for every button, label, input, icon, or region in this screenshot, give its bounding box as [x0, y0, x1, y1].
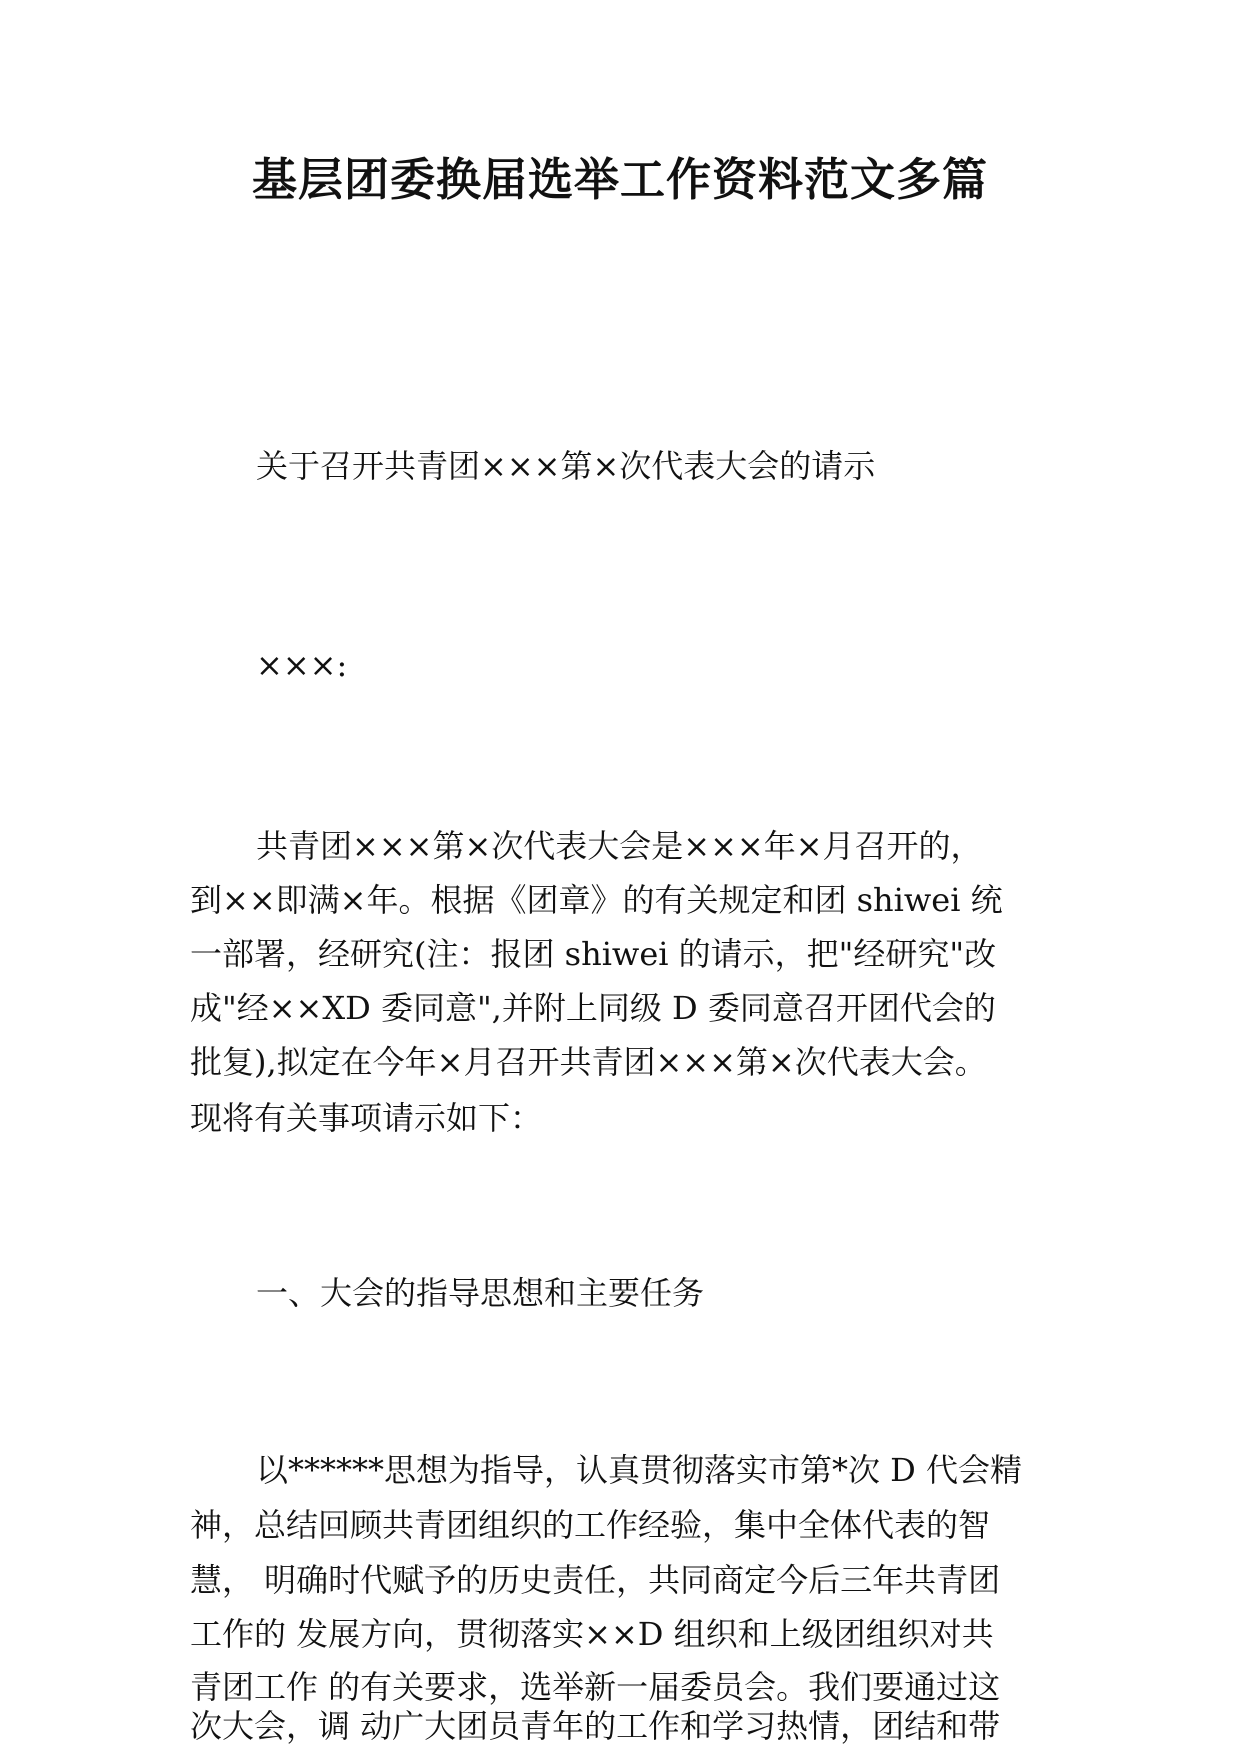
paragraph-line: 到××即满×年。根据《团章》的有关规定和团 shiwei 统 [190, 881, 1003, 919]
paragraph-line: 以******思想为指导，认真贯彻落实市第*次 D 代会精 [256, 1451, 1023, 1489]
paragraph-line: 次大会，调 动广大团员青年的工作和学习热情，团结和带 [190, 1707, 1001, 1745]
document-title: 基层团委换届选举工作资料范文多篇 [251, 153, 988, 206]
paragraph-line: 共青团×××第×次代表大会是×××年×月召开的， [256, 827, 983, 865]
salutation: ×××: [256, 646, 348, 684]
paragraph-line: 工作的 发展方向，贯彻落实××D 组织和上级团组织对共 [190, 1615, 994, 1653]
paragraph-line: 慧， 明确时代赋予的历史责任，共同商定今后三年共青团 [190, 1561, 1001, 1599]
paragraph-line: 成"经××XD 委同意",并附上同级 D 委同意召开团代会的 [190, 989, 996, 1027]
paragraph-line: 神，总结回顾共青团组织的工作经验，集中全体代表的智 [190, 1506, 991, 1544]
paragraph-line: 一部署，经研究(注：报团 shiwei 的请示，把"经研究"改 [190, 935, 997, 973]
paragraph-line: 现将有关事项请示如下： [190, 1099, 543, 1137]
paragraph-line: 青团工作 的有关要求，选举新一届委员会。我们要通过这 [190, 1668, 1001, 1706]
section-heading-1: 一、大会的指导思想和主要任务 [256, 1274, 705, 1312]
paragraph-line: 批复),拟定在今年×月召开共青团×××第×次代表大会。 [190, 1043, 987, 1081]
request-heading: 关于召开共青团×××第×次代表大会的请示 [256, 447, 876, 485]
